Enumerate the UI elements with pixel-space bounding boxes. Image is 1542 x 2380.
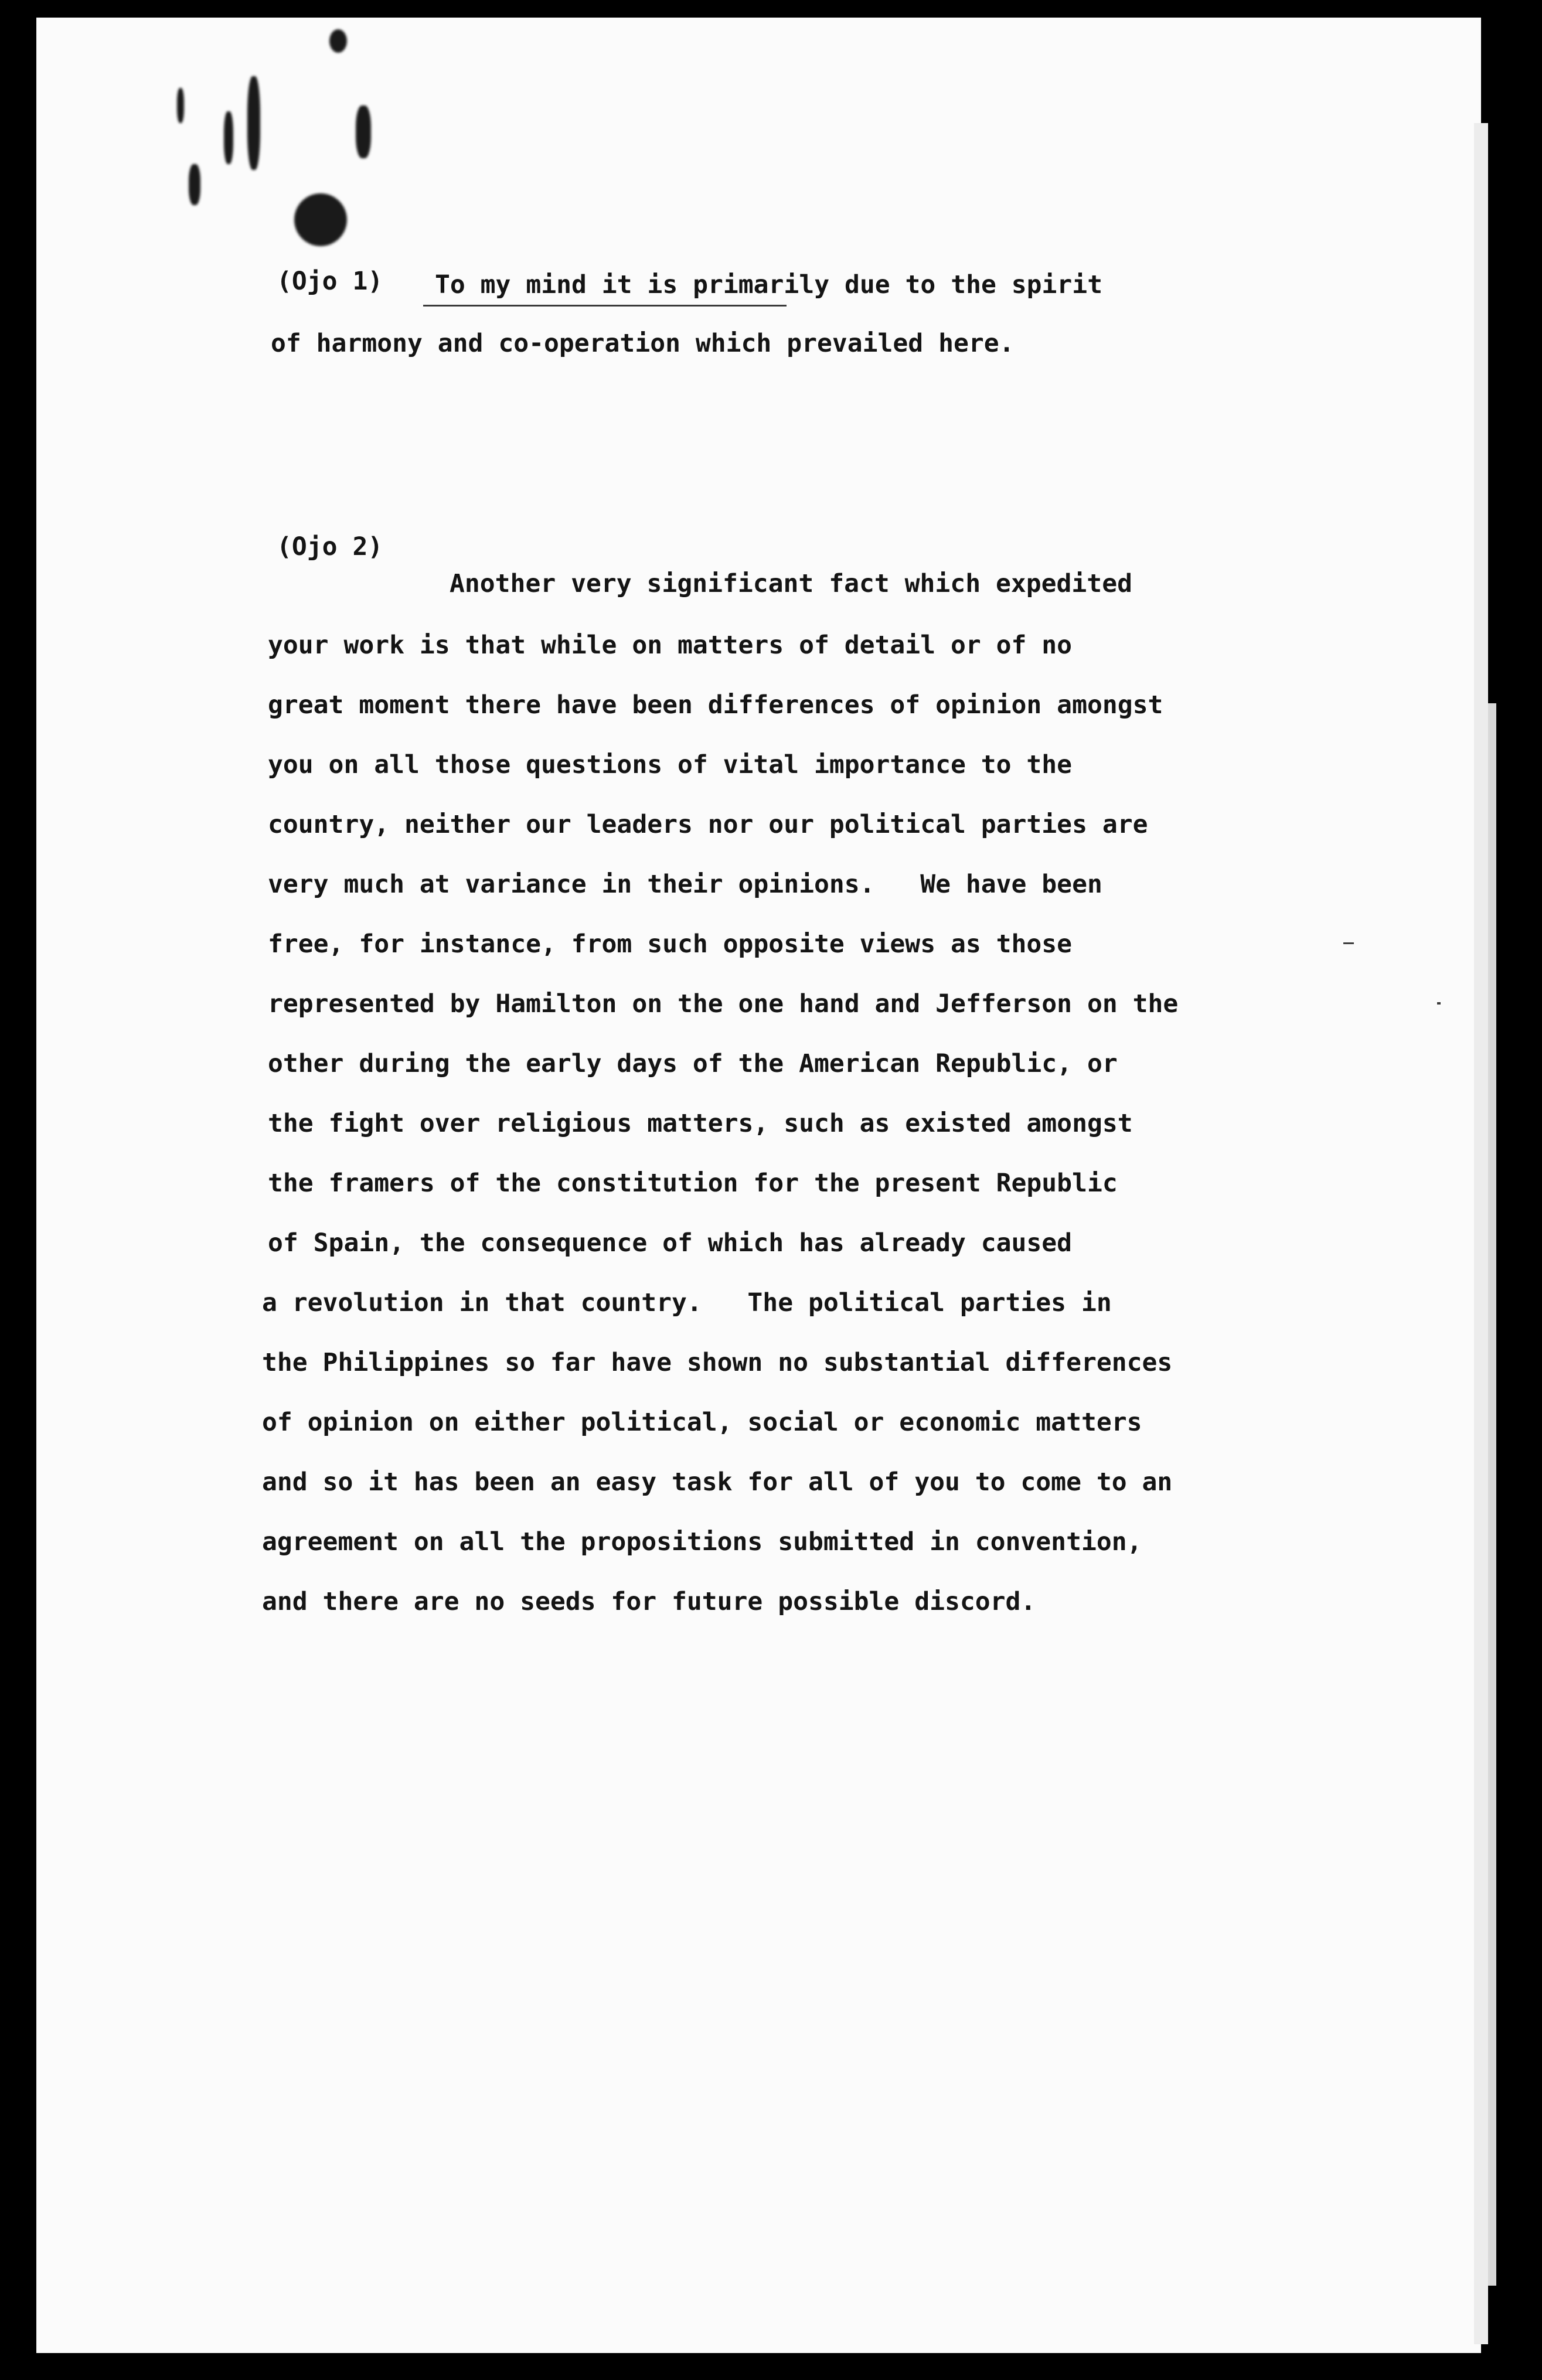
ink-smudge xyxy=(356,105,371,158)
underline-rule xyxy=(423,305,787,307)
section-1-line-2: of harmony and co-operation which prevailed here. xyxy=(271,329,1015,358)
ink-smudge xyxy=(329,29,347,53)
section-2-line-14: the Philippines so far have shown no substantial differences xyxy=(262,1348,1173,1377)
section-2-line-18: and there are no seeds for future possible discord. xyxy=(262,1587,1036,1616)
ink-smudge xyxy=(224,111,233,164)
ink-smudge xyxy=(189,164,200,205)
section-2-line-9: other during the early days of the American Republic, or xyxy=(268,1049,1118,1078)
section-1-line-1: To my mind it is primarily due to the spirit xyxy=(435,270,1103,299)
underlying-sheet-edge xyxy=(1488,703,1496,2286)
ink-smudge xyxy=(177,88,184,123)
section-2-label: (Ojo 2) xyxy=(277,532,383,561)
section-2-line-15: of opinion on either political, social or economic matters xyxy=(262,1408,1142,1437)
underlying-sheet-edge xyxy=(1474,123,1488,2344)
section-2-line-17: agreement on all the propositions submitted in convention, xyxy=(262,1527,1142,1557)
section-2-line-8: represented by Hamilton on the one hand and Jefferson on the xyxy=(268,989,1179,1019)
ink-smudge xyxy=(294,193,347,246)
section-2-line-13: a revolution in that country. The political parties in xyxy=(262,1288,1112,1317)
section-2-line-16: and so it has been an easy task for all of you to come to an xyxy=(262,1468,1173,1497)
section-2-line-1: Another very significant fact which expedited xyxy=(450,569,1132,598)
section-2-line-7: free, for instance, from such opposite views as those xyxy=(268,929,1073,959)
section-2-line-3: great moment there have been differences of opinion amongst xyxy=(268,690,1163,720)
section-2-line-6: very much at variance in their opinions. We have been xyxy=(268,870,1102,899)
stray-mark xyxy=(1437,1002,1441,1005)
section-2-line-12: of Spain, the consequence of which has already caused xyxy=(268,1228,1073,1258)
section-1-label: (Ojo 1) xyxy=(277,267,383,296)
document-page xyxy=(36,18,1481,2353)
ink-smudge xyxy=(247,76,260,170)
section-2-line-10: the fight over religious matters, such as existed amongst xyxy=(268,1109,1133,1138)
section-2-line-4: you on all those questions of vital importance to the xyxy=(268,750,1073,779)
section-2-line-2: your work is that while on matters of detail or of no xyxy=(268,631,1073,660)
section-2-line-11: the framers of the constitution for the present Republic xyxy=(268,1169,1118,1198)
stray-mark xyxy=(1343,942,1354,944)
section-2-line-5: country, neither our leaders nor our political parties are xyxy=(268,810,1148,839)
